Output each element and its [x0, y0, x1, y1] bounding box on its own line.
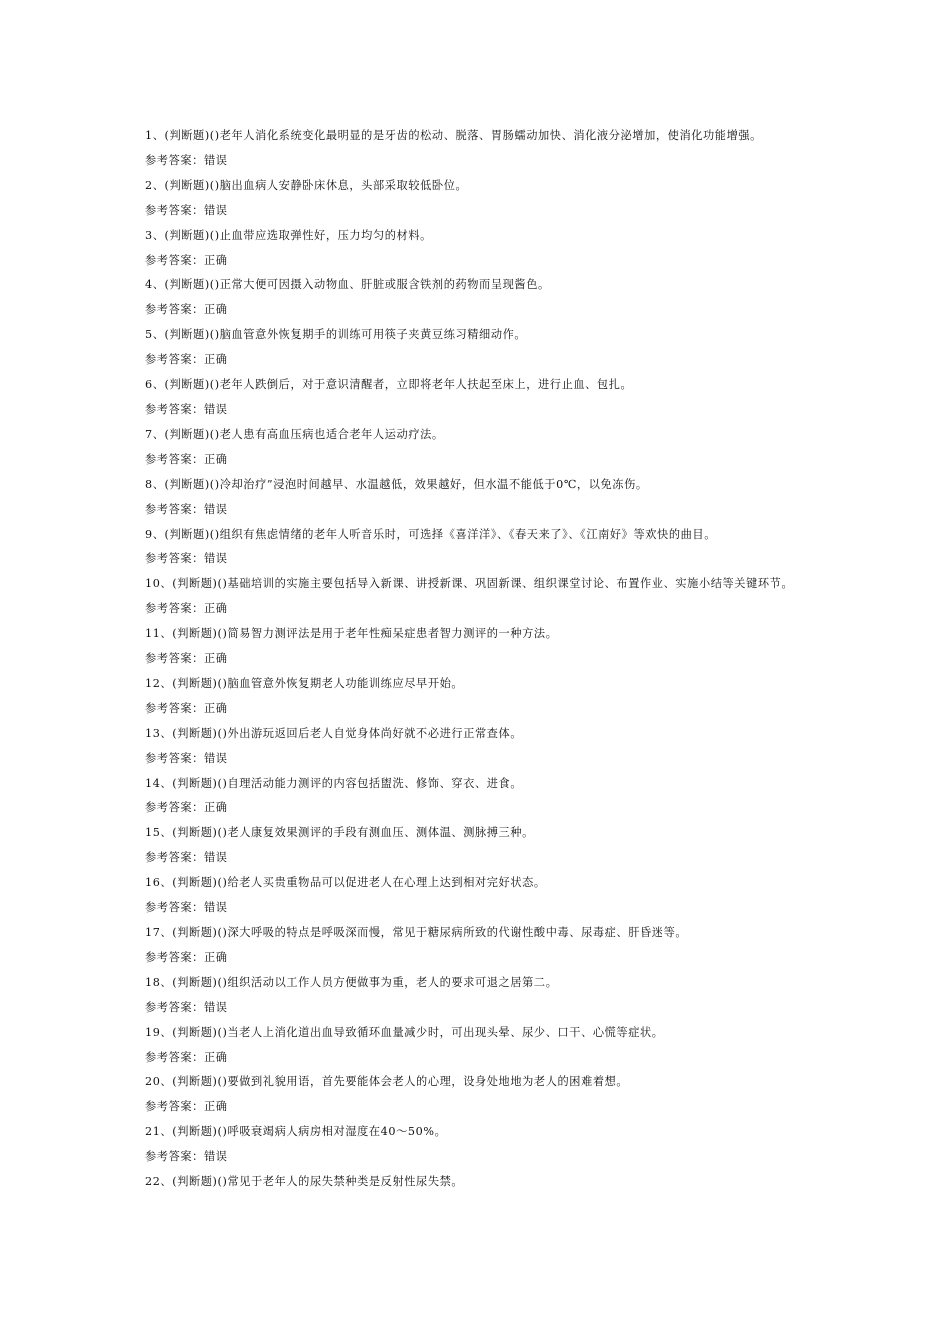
answer-text: 参考答案：正确: [145, 950, 228, 964]
question-text: 1、(判断题)()老年人消化系统变化最明显的是牙齿的松动、脱落、胃肠蠕动加快、消化液分泌增加，使消化功能增强。: [145, 129, 762, 142]
answer-text: 参考答案：正确: [145, 253, 228, 267]
answer-text: 参考答案：正确: [145, 1050, 228, 1064]
question-text: 22、(判断题)()常见于老年人的尿失禁种类是反射性尿失禁。: [145, 1175, 464, 1189]
answer-text: 参考答案：正确: [145, 353, 228, 367]
question-text: 19、(判断题)()当老人上消化道出血导致循环血量减少时，可出现头晕、尿少、口干、心慌等症状。: [145, 1025, 664, 1039]
question-text: 7、(判断题)()老人患有高血压病也适合老年人运动疗法。: [145, 427, 444, 441]
answer-text: 参考答案：错误: [145, 552, 228, 566]
answer-text: 参考答案：正确: [145, 701, 228, 715]
answer-text: 参考答案：错误: [145, 502, 228, 516]
answer-text: 参考答案：错误: [145, 402, 228, 416]
question-text: 16、(判断题)()给老人买贵重物品可以促进老人在心理上达到相对完好状态。: [145, 876, 546, 890]
answer-text: 参考答案：错误: [145, 203, 228, 217]
question-text: 5、(判断题)()脑血管意外恢复期手的训练可用筷子夹黄豆练习精细动作。: [145, 328, 527, 342]
question-text: 6、(判断题)()老年人跌倒后，对于意识清醒者，立即将老年人扶起至床上，进行止血、包扎。: [145, 378, 633, 392]
question-list: [145, 124, 810, 1195]
answer-text: 参考答案：正确: [145, 652, 228, 666]
answer-text: 参考答案：正确: [145, 452, 228, 466]
question-text: 10、(判断题)()基础培训的实施主要包括导入新课、讲授新课、巩固新课、组织课堂讨论、布置作业、实施小结等关键环节。: [145, 577, 794, 591]
question-text: 3、(判断题)()止血带应选取弹性好，压力均匀的材料。: [145, 228, 432, 242]
question-text: 11、(判断题)()简易智力测评法是用于老年性痴呆症患者智力测评的一种方法。: [145, 627, 558, 641]
question-text: 13、(判断题)()外出游玩返回后老人自觉身体尚好就不必进行正常查体。: [145, 726, 523, 740]
answer-text: 参考答案：错误: [145, 1150, 228, 1164]
answer-text: 参考答案：正确: [145, 303, 228, 317]
question-text: 20、(判断题)()要做到礼貌用语，首先要能体会老人的心理，设身处地地为老人的困难着想。: [145, 1075, 629, 1089]
answer-text: 参考答案：正确: [145, 801, 228, 815]
question-text: 12、(判断题)()脑血管意外恢复期老人功能训练应尽早开始。: [145, 676, 464, 690]
answer-text: 参考答案：错误: [145, 901, 228, 915]
question-text: 14、(判断题)()自理活动能力测评的内容包括盥洗、修饰、穿衣、进食。: [145, 776, 523, 790]
question-text: 18、(判断题)()组织活动以工作人员方便做事为重，老人的要求可退之居第二。: [145, 975, 558, 989]
answer-text: 参考答案：错误: [145, 851, 228, 865]
question-text: 8、(判断题)()冷却治疗”浸泡时间越早、水温越低，效果越好，但水温不能低于0℃，以免冻伤。: [145, 477, 648, 491]
answer-text: 参考答案：错误: [145, 751, 228, 765]
answer-text: 参考答案：错误: [145, 153, 228, 167]
question-text: 17、(判断题)()深大呼吸的特点是呼吸深而慢，常见于糖尿病所致的代谢性酸中毒、尿毒症、肝昏迷等。: [145, 926, 688, 939]
answer-text: 参考答案：错误: [145, 1000, 228, 1014]
question-text: 9、(判断题)()组织有焦虑情绪的老年人听音乐时，可选择《喜洋洋》、《春天来了》、《江南好》等欢快的曲目。: [145, 527, 716, 541]
answer-text: 参考答案：正确: [145, 1100, 228, 1114]
question-text: 21、(判断题)()呼吸衰竭病人病房相对湿度在40～50%。: [145, 1125, 447, 1139]
question-text: 2、(判断题)()脑出血病人安静卧床休息，头部采取较低卧位。: [145, 178, 468, 192]
answer-text: 参考答案：正确: [145, 602, 228, 616]
question-text: 4、(判断题)()正常大便可因摄入动物血、肝脏或服含铁剂的药物而呈现酱色。: [145, 278, 550, 292]
question-text: 15、(判断题)()老人康复效果测评的手段有测血压、测体温、测脉搏三种。: [145, 826, 534, 840]
